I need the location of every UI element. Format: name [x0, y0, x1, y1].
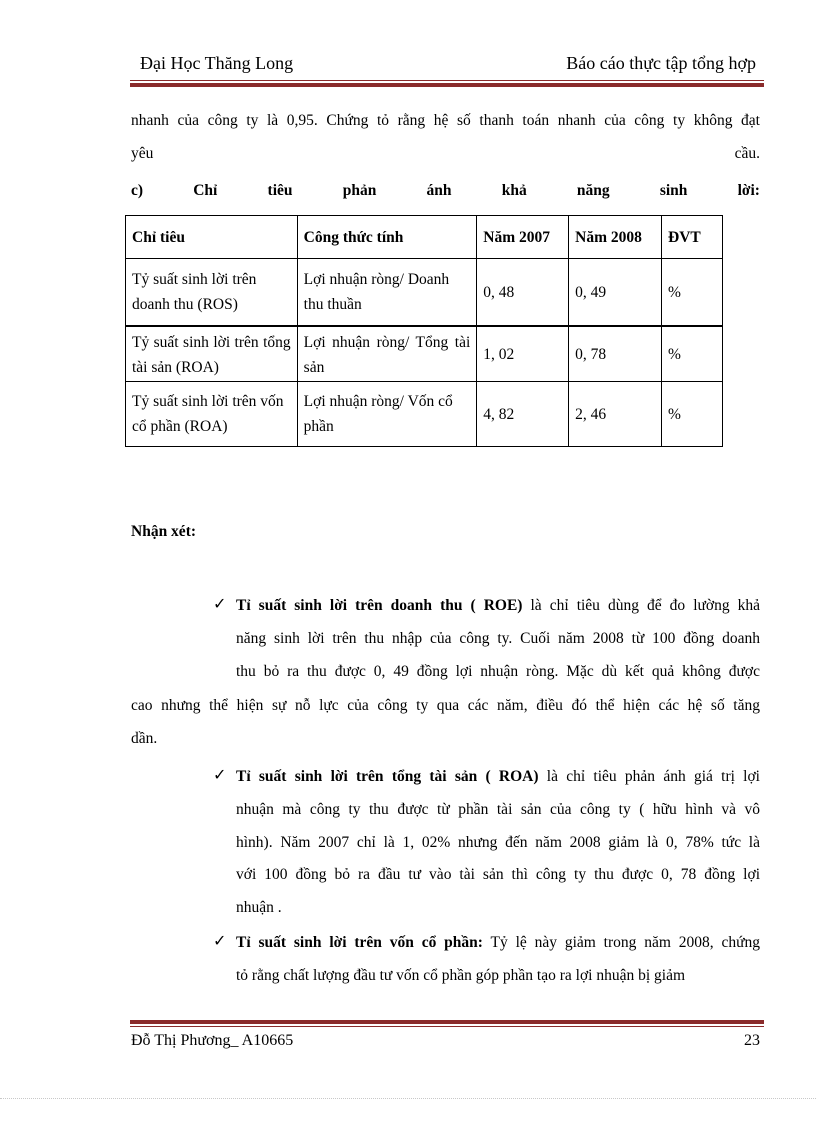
heading-word: phản: [342, 182, 377, 199]
profitability-table: [125, 215, 723, 447]
remark-1-term: Tỉ suất sinh lời trên doanh thu ( ROE): [236, 597, 523, 614]
remark-2-line-3: hình). Năm 2007 chỉ là 1, 02% nhưng đến năm 2008 giảm là 0, 78% tức là: [236, 834, 760, 851]
heading-word: Chỉ: [193, 182, 218, 199]
col-header-indicator: Chỉ tiêu: [126, 216, 298, 259]
section-heading-c: [131, 174, 760, 207]
heading-word: sinh: [659, 182, 688, 199]
header-rule-thick: [130, 83, 764, 87]
remark-2-term: Tỉ suất sinh lời trên tổng tài sản ( ROA): [236, 768, 539, 785]
remark-1-line-2: năng sinh lời trên thu nhập của công ty. Cuối năm 2008 từ 100 đồng doanh: [236, 630, 760, 647]
col-header-2007: Năm 2007: [477, 216, 569, 259]
cell-2008: 0, 78: [569, 326, 662, 382]
remark-2-line-1: [236, 760, 760, 793]
cell-unit: %: [662, 326, 723, 382]
remarks-title: Nhận xét:: [131, 523, 197, 540]
cell-indicator-text: Tỷ suất sinh lời trên tổng tài sản (ROA): [132, 334, 291, 376]
footer-rule-thin: [130, 1026, 764, 1027]
checkmark-icon: ✓: [213, 933, 227, 950]
heading-word: c): [131, 182, 144, 199]
header-report-title: Báo cáo thực tập tổng hợp: [566, 53, 756, 73]
cell-2007: 1, 02: [477, 326, 569, 382]
cell-unit: %: [662, 382, 723, 447]
col-header-formula: Công thức tính: [297, 216, 477, 259]
cell-formula: [297, 326, 477, 382]
intro-line-2: [131, 137, 760, 170]
heading-word: ánh: [426, 182, 452, 199]
cell-2008: 0, 49: [569, 259, 662, 327]
remark-2-line-2: nhuận mà công ty thu được từ phần tài sản của công ty ( hữu hình và vô: [236, 801, 760, 818]
remark-1-line-1: [236, 589, 760, 622]
footer-rule-thick: [130, 1020, 764, 1024]
remark-1-line-5: dần.: [131, 730, 158, 747]
header-rule-thin: [130, 80, 764, 81]
remark-3-line-1: [236, 926, 760, 959]
remark-1-line-4: cao nhưng thể hiện sự nỗ lực của công ty qua các năm, điều đó thể hiện các hệ số tăng: [131, 697, 760, 714]
cell-formula: Lợi nhuận ròng/ Vốn cổ phần: [297, 382, 477, 447]
col-header-unit: ĐVT: [662, 216, 723, 259]
heading-word: khả: [501, 182, 527, 199]
cell-indicator: Tỷ suất sinh lời trên doanh thu (ROS): [126, 259, 298, 327]
header-school: Đại Học Thăng Long: [140, 53, 294, 73]
remark-2-text: là chỉ tiêu phản ánh giá trị lợi: [538, 768, 760, 785]
cell-indicator: Tỷ suất sinh lời trên vốn cổ phần (ROA): [126, 382, 298, 447]
checkmark-icon: ✓: [213, 596, 227, 613]
table-header-row: [126, 216, 723, 259]
table-row: [126, 382, 723, 447]
cell-2008: 2, 46: [569, 382, 662, 447]
page-number: 23: [744, 1032, 760, 1049]
remark-1-line-3: thu bỏ ra thu được 0, 49 đồng lợi nhuận ròng. Mặc dù kết quả không được: [236, 663, 760, 680]
remark-1-text: là chỉ tiêu dùng để đo lường khả: [522, 597, 761, 614]
heading-word: lời:: [737, 182, 760, 199]
cell-2007: 4, 82: [477, 382, 569, 447]
table-row: [126, 326, 723, 382]
cell-2007: 0, 48: [477, 259, 569, 327]
heading-word: năng: [576, 182, 610, 199]
heading-word: tiêu: [267, 182, 293, 199]
col-header-2008: Năm 2008: [569, 216, 662, 259]
table-row: [126, 259, 723, 327]
intro-line-2-left: yêu: [131, 145, 154, 162]
remark-2-line-5: nhuận .: [236, 899, 282, 916]
intro-line-1: nhanh của công ty là 0,95. Chứng tỏ rằng hệ số thanh toán nhanh của công ty không đạt: [131, 112, 760, 129]
footer-author: Đỗ Thị Phương_ A10665: [131, 1032, 294, 1049]
checkmark-icon: ✓: [213, 767, 227, 784]
cell-unit: %: [662, 259, 723, 327]
remark-3-text: Tỷ lệ này giảm trong năm 2008, chứng: [482, 934, 760, 951]
cell-formula: Lợi nhuận ròng/ Doanh thu thuần: [297, 259, 477, 327]
remark-3-term: Tỉ suất sinh lời trên vốn cổ phần:: [236, 934, 483, 951]
intro-line-2-right: cầu.: [734, 145, 760, 162]
remark-2-line-4: với 100 đồng bỏ ra đầu tư vào tài sản thì công ty thu được 0, 78 đồng lợi: [236, 866, 760, 883]
remark-3-line-2: tỏ rằng chất lượng đầu tư vốn cổ phần góp phần tạo ra lợi nhuận bị giảm: [236, 967, 686, 984]
page-break-line: [0, 1098, 816, 1099]
cell-formula-text: Lợi nhuận ròng/ Tổng tài sản: [303, 334, 471, 376]
cell-indicator: [126, 326, 298, 382]
